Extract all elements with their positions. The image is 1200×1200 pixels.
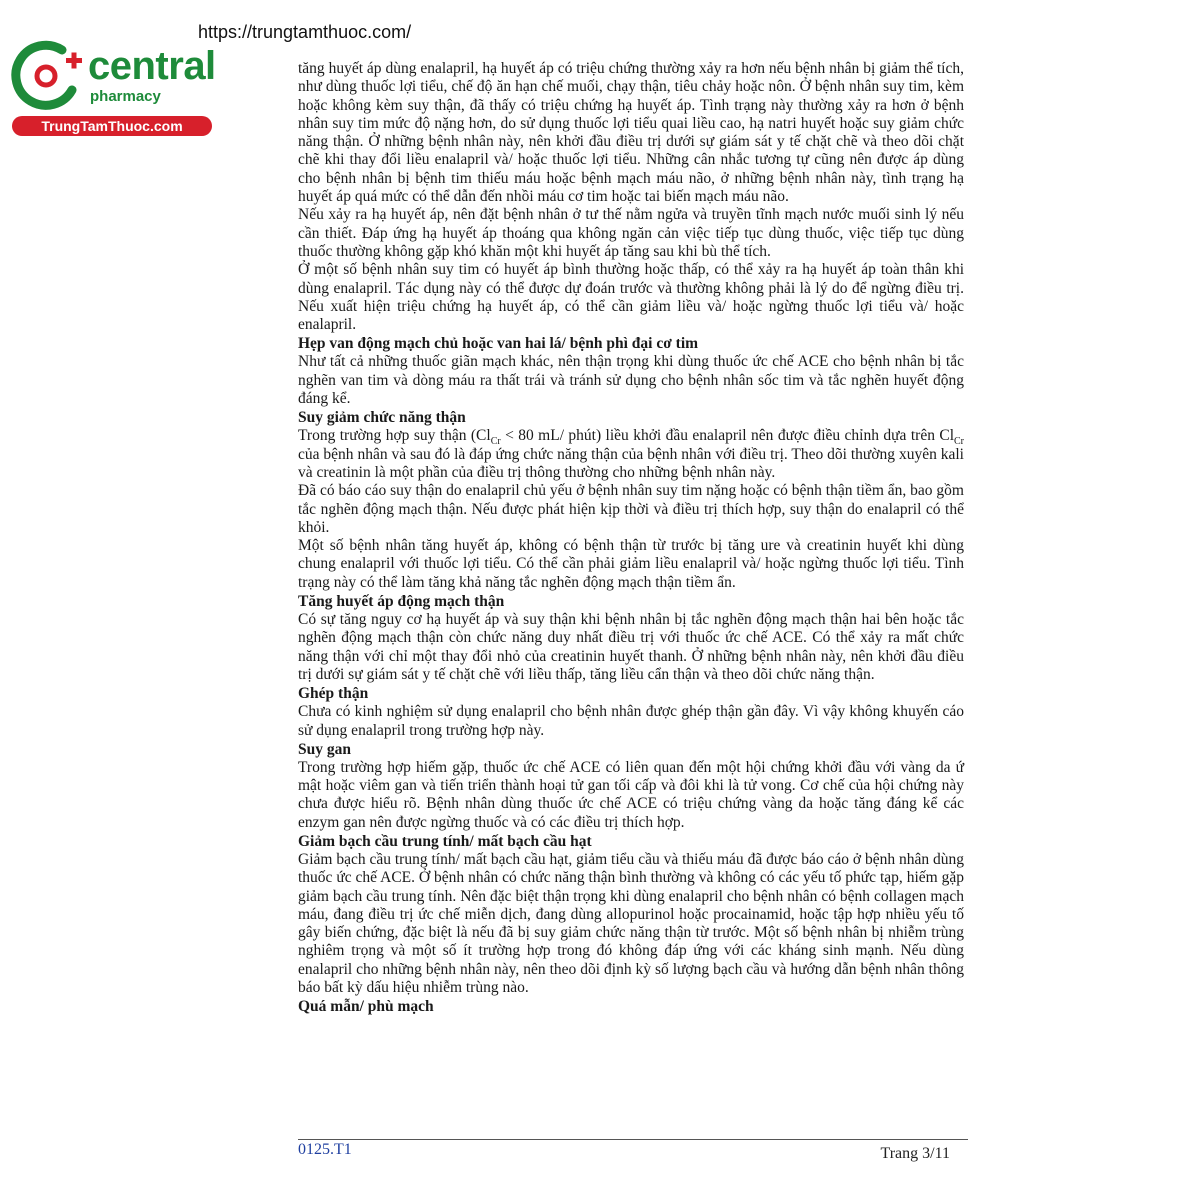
pharmacy-logo [10,38,215,138]
brand-name: central [88,44,216,88]
section-heading: Suy gan [298,740,351,758]
section-heading: Ghép thận [298,685,369,703]
paragraph: Chưa có kinh nghiệm sử dụng enalapril cho bệnh nhân được ghép thận gần đây. Vì vậy không khuyến cáo sử dụng enalapril trong trường hợp này. [298,703,964,739]
footer-divider [298,1139,968,1140]
paragraph: Trong trường hợp suy thận ($Cl_{Cr} < 80$ mL/ phút) liều khởi đầu enalapril nên được điều chỉnh dựa trên $Cl_{Cr}$ của bệnh nhân và sau đó là đáp ứng chức năng thận của bệnh nhân với điều trị. Theo dõi thường xuyên kali và creatinin là một phần của điều trị thông thường cho những bệnh nhân này. [298,427,965,481]
paragraph: Một số bệnh nhân tăng huyết áp, không có bệnh thận từ trước bị tăng ure và creatinin huyết khi dùng chung enalapril với thuốc lợi tiểu. Có thể cần phải giảm liều enalapril và/ hoặc ngừng thuốc lợi tiểu. Tình trạng này có thể làm tăng khả năng tắc nghẽn động mạch thận tiềm ẩn. [298,537,964,591]
document-body [298,60,964,1016]
paragraph: Trong trường hợp hiếm gặp, thuốc ức chế ACE có liên quan đến một hội chứng khởi đầu với vàng da ứ mật hoặc viêm gan và tiến triển thành hoại tử gan tối cấp và đôi khi là tử vong. Cơ chế của hội chứng này chưa được hiểu rõ. Bệnh nhân dùng thuốc ức chế ACE có triệu chứng vàng da hoặc tăng đáng kể các enzym gan nên được ngừng thuốc và có các điều trị thích hợp. [298,758,964,831]
section-heading: Suy giảm chức năng thận [298,409,466,427]
site-badge[interactable]: TrungTamThuoc.com [12,116,212,136]
section-heading: Hẹp van động mạch chủ hoặc van hai lá/ bệnh phì đại cơ tim [298,335,699,353]
section-heading: Giảm bạch cầu trung tính/ mất bạch cầu hạt [298,832,592,850]
page-number: Trang 3/11 [880,1145,950,1162]
section-heading: Tăng huyết áp động mạch thận [298,593,505,611]
section-heading: Quá mẫn/ phù mạch [298,998,434,1016]
paragraph: Giảm bạch cầu trung tính/ mất bạch cầu hạt, giảm tiểu cầu và thiếu máu đã được báo cáo ở bệnh nhân dùng thuốc ức chế ACE. Ở bệnh nhân có chức năng thận bình thường và không có các yếu tố phức tạp, hiếm gặp giảm bạch cầu trung tính. Nên đặc biệt thận trọng khi dùng enalapril cho bệnh nhân có bệnh collagen mạch máu, đang điều trị ức chế miễn dịch, đang dùng allopurinol hoặc procainamid, hoặc tập hợp nhiều yếu tố gây biến chứng, đặc biệt là nếu đã bị suy giảm chức năng thận từ trước. Một số bệnh nhân bị nhiễm trùng nghiêm trọng và một số ít trường hợp trong đó không đáp ứng với các kháng sinh mạnh. Nếu dùng enalapril cho những bệnh nhân này, nên theo dõi định kỳ số lượng bạch cầu và hướng dẫn bệnh nhân thông báo bất kỳ dấu hiệu nhiễm trùng nào. [298,850,964,997]
brand-subtitle: pharmacy [90,88,161,105]
paragraph: Có sự tăng nguy cơ hạ huyết áp và suy thận khi bệnh nhân bị tắc nghẽn động mạch thận hai bên hoặc tắc nghẽn động mạch thận còn chức năng duy nhất điều trị với thuốc ức chế ACE. Có thể xảy ra mất chức năng thận với chỉ một thay đổi nhỏ của creatinin huyết thanh. Ở những bệnh nhân này, nên khởi đầu điều trị dưới sự giám sát y tế chặt chẽ với liều thấp, tăng liều cẩn thận và theo dõi chức năng thận. [298,611,964,683]
paragraph: Ở một số bệnh nhân suy tim có huyết áp bình thường hoặc thấp, có thể xảy ra hạ huyết áp toàn thân khi dùng enalapril. Tác dụng này có thể được dự đoán trước và thường không phải là lý do để ngừng điều trị. Nếu xuất hiện triệu chứng hạ huyết áp, có thể cần giảm liều và/ hoặc ngừng thuốc lợi tiểu và/ hoặc enalapril. [298,261,964,334]
document-code: 0125.T1 [298,1141,352,1158]
paragraph: Nếu xảy ra hạ huyết áp, nên đặt bệnh nhân ở tư thế nằm ngửa và truyền tĩnh mạch nước muối sinh lý nếu cần thiết. Đáp ứng hạ huyết áp thoáng qua không ngăn cản việc tiếp tục dùng thuốc, việc tiếp tục dùng thuốc thường không gặp khó khăn một khi huyết áp tăng sau khi bù thể tích. [298,206,964,260]
central-pharmacy-logo-icon [10,38,90,116]
paragraph: Như tất cả những thuốc giãn mạch khác, nên thận trọng khi dùng thuốc ức chế ACE cho bệnh nhân bị tắc nghẽn van tim và dòng máu ra thất trái và tránh sử dụng cho bệnh nhân sốc tim và tắc nghẽn huyết động đáng kể. [298,353,964,408]
source-url[interactable]: https://trungtamthuoc.com/ [198,22,412,42]
paragraph: Đã có báo cáo suy thận do enalapril chủ yếu ở bệnh nhân suy tim nặng hoặc có bệnh thận tiềm ẩn, bao gồm tắc nghẽn động mạch thận. Nếu được phát hiện kịp thời và điều trị thích hợp, suy thận do enalapril có thể khỏi. [298,482,964,536]
paragraph: tăng huyết áp dùng enalapril, hạ huyết áp có triệu chứng thường xảy ra hơn nếu bệnh nhân bị giảm thể tích, như dùng thuốc lợi tiểu, chế độ ăn hạn chế muối, chạy thận, tiêu chảy hoặc nôn. Ở bệnh nhân suy tim, kèm hoặc không kèm suy thận, đã thấy có triệu chứng hạ huyết áp. Tình trạng này thường xảy ra hơn ở bệnh nhân suy tim mức độ nặng hơn, do sử dụng thuốc lợi tiểu quai liều cao, hạ natri huyết hoặc suy giảm chức năng thận. Ở những bệnh nhân này, nên khởi đầu điều trị dưới sự giám sát y tế chặt chẽ và theo dõi chặt chẽ khi thay đổi liều enalapril và/ hoặc thuốc lợi tiểu. Những cân nhắc tương tự cũng nên được áp dùng cho bệnh nhân bị bệnh tim thiếu máu hoặc bệnh mạch máu não, ở những bệnh nhân này, tình trạng hạ huyết áp quá mức có thể dẫn đến nhồi máu cơ tim hoặc tai biến mạch máu não. [298,60,964,206]
